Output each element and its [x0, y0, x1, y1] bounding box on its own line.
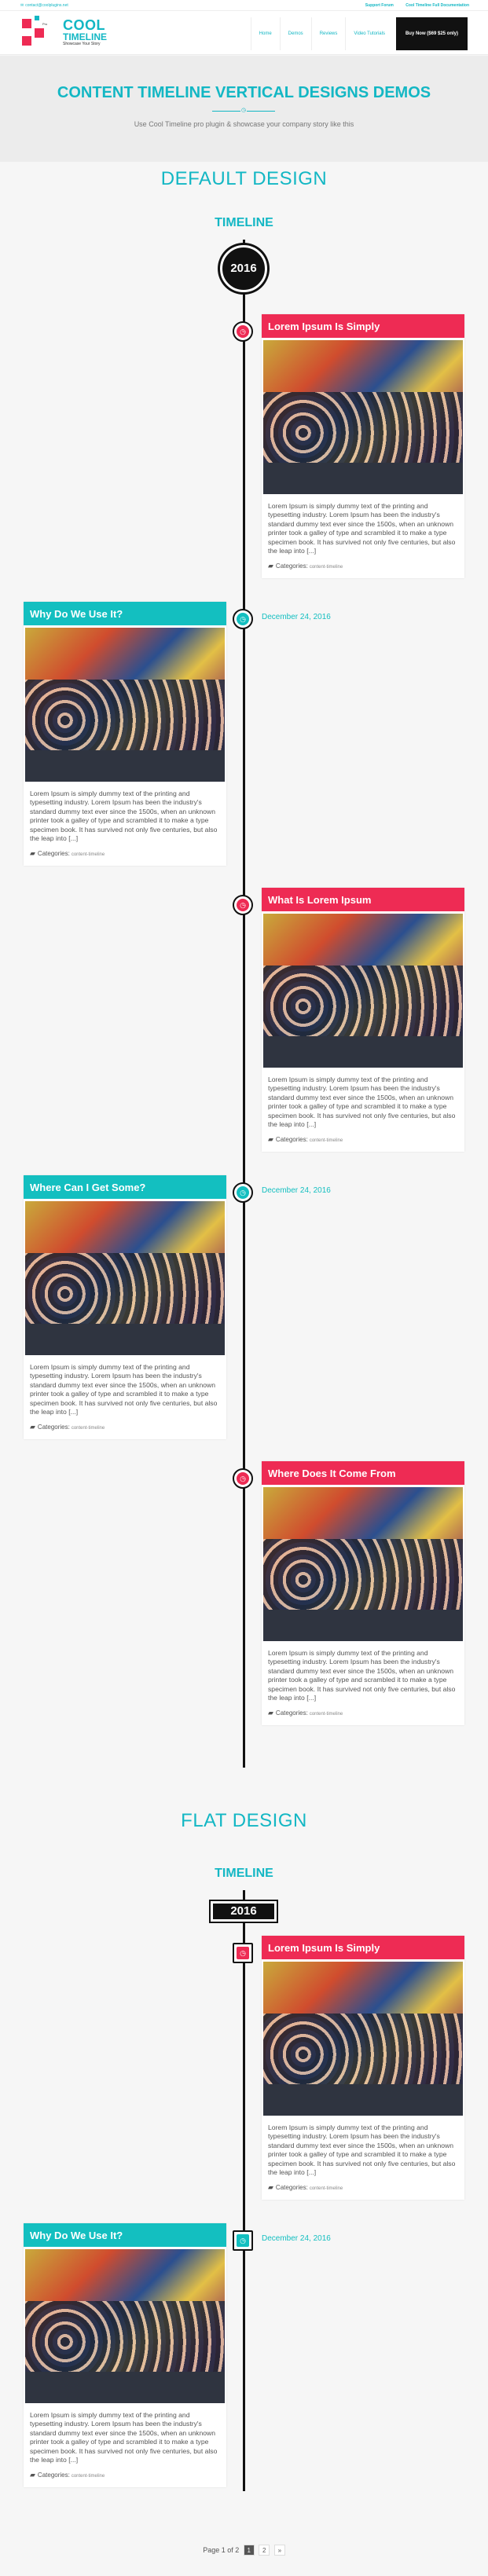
story-image[interactable] [25, 1201, 225, 1355]
story-card [262, 314, 464, 578]
nav-video-tutorials[interactable]: Video Tutorials [345, 17, 393, 50]
page-subtitle: Use Cool Timeline pro plugin & showcase your company story like this [134, 120, 354, 128]
story-title[interactable]: What Is Lorem Ipsum [262, 888, 464, 911]
story-image[interactable] [263, 914, 463, 1068]
hero-banner [0, 56, 488, 162]
story-image[interactable] [25, 628, 225, 782]
folder-icon: ▰ [268, 562, 273, 570]
story-card [262, 1936, 464, 2200]
story-title[interactable]: Lorem Ipsum Is Simply [262, 1936, 464, 1959]
site-header [0, 11, 488, 55]
timeline-line [243, 240, 245, 1768]
pagination [0, 2545, 488, 2556]
flat-design-title: FLAT DESIGN [181, 1810, 307, 1831]
story-title[interactable]: Where Does It Come From [262, 1461, 464, 1485]
story-date: December 24, 2016 [262, 1186, 331, 1195]
logo-label: Pro [42, 22, 48, 26]
story-excerpt: Lorem Ipsum is simply dummy text of the printing and typesetting industry. Lorem Ipsum has been the industry's standard dummy text ever since the 1500s, when an unknown printer took a galley of type and scrambled it to make a type specimen book. It has survived not only five centuries, but also the leap into [...] [30, 2411, 218, 2464]
category-link[interactable]: content-timeline [309, 2186, 343, 2192]
buy-now-button[interactable]: Buy Now ($69 $25 only) [396, 17, 468, 50]
clock-icon: ◷ [233, 321, 253, 342]
documentation-link[interactable]: Cool Timeline Full Documentation [405, 3, 469, 8]
story-image[interactable] [263, 1962, 463, 2116]
folder-icon: ▰ [30, 849, 35, 858]
page-2-button[interactable]: 2 [259, 2545, 270, 2556]
story-image[interactable] [263, 1487, 463, 1641]
default-design-title: DEFAULT DESIGN [160, 168, 328, 189]
story-title[interactable]: Where Can I Get Some? [24, 1175, 226, 1199]
clock-icon: ◷ [233, 1943, 253, 1963]
clock-icon: ◷ [233, 2230, 253, 2251]
clock-icon: ◷ [240, 108, 247, 113]
top-links [354, 3, 469, 8]
logo-product: TIMELINE [63, 31, 107, 42]
story-categories: ▰ Categories: content-timeline [30, 2471, 105, 2479]
page-title: CONTENT TIMELINE VERTICAL DESIGNS DEMOS [57, 84, 431, 101]
story-card [24, 2223, 226, 2487]
timeline-heading: TIMELINE [215, 216, 273, 229]
folder-icon: ▰ [268, 1709, 273, 1717]
story-image[interactable] [263, 340, 463, 494]
clock-icon: ◷ [233, 609, 253, 629]
logo-tagline: Showcase Your Story [63, 42, 101, 46]
folder-icon: ▰ [268, 2183, 273, 2192]
top-bar [0, 0, 488, 11]
story-categories: ▰ Categories: content-timeline [30, 849, 105, 858]
story-excerpt: Lorem Ipsum is simply dummy text of the printing and typesetting industry. Lorem Ipsum has been the industry's standard dummy text ever since the 1500s, when an unknown printer took a galley of type and scrambled it to make a type specimen book. It has survived not only five centuries, but also the leap into [...] [268, 502, 456, 555]
year-badge: 2016 [211, 1901, 277, 1922]
story-card [262, 1461, 464, 1725]
main-nav [251, 17, 468, 50]
category-link[interactable]: content-timeline [309, 565, 343, 570]
support-forum-link[interactable]: Support Forum [365, 3, 394, 8]
category-link[interactable]: content-timeline [71, 852, 105, 858]
story-categories: ▰ Categories: content-timeline [268, 562, 343, 570]
story-excerpt: Lorem Ipsum is simply dummy text of the printing and typesetting industry. Lorem Ipsum has been the industry's standard dummy text ever since the 1500s, when an unknown printer took a galley of type and scrambled it to make a type specimen book. It has survived not only five centuries, but also the leap into [...] [30, 790, 218, 843]
nav-home[interactable]: Home [251, 17, 280, 50]
category-link[interactable]: content-timeline [71, 1426, 105, 1431]
story-title[interactable]: Why Do We Use It? [24, 2223, 226, 2247]
story-card [262, 888, 464, 1152]
story-title[interactable]: Why Do We Use It? [24, 602, 226, 625]
nav-reviews[interactable]: Reviews [311, 17, 346, 50]
story-title[interactable]: Lorem Ipsum Is Simply [262, 314, 464, 338]
story-categories: ▰ Categories: content-timeline [30, 1423, 105, 1431]
logo-brand: COOL [63, 17, 105, 33]
story-date: December 24, 2016 [262, 613, 331, 621]
nav-demos[interactable]: Demos [280, 17, 311, 50]
year-badge: 2016 [220, 245, 267, 292]
story-excerpt: Lorem Ipsum is simply dummy text of the printing and typesetting industry. Lorem Ipsum has been the industry's standard dummy text ever since the 1500s, when an unknown printer took a galley of type and scrambled it to make a type specimen book. It has survived not only five centuries, but also the leap into [...] [268, 2123, 456, 2177]
story-categories: ▰ Categories: content-timeline [268, 2183, 343, 2192]
folder-icon: ▰ [30, 1423, 35, 1431]
category-link[interactable]: content-timeline [71, 2474, 105, 2479]
next-page-button[interactable]: » [274, 2545, 285, 2556]
story-card [24, 1175, 226, 1439]
page-1-button[interactable]: 1 [244, 2545, 255, 2556]
story-excerpt: Lorem Ipsum is simply dummy text of the printing and typesetting industry. Lorem Ipsum has been the industry's standard dummy text ever since the 1500s, when an unknown printer took a galley of type and scrambled it to make a type specimen book. It has survived not only five centuries, but also the leap into [...] [268, 1649, 456, 1702]
category-link[interactable]: content-timeline [309, 1712, 343, 1717]
pagination-label: Page 1 of 2 [203, 2546, 240, 2554]
story-excerpt: Lorem Ipsum is simply dummy text of the printing and typesetting industry. Lorem Ipsum has been the industry's standard dummy text ever since the 1500s, when an unknown printer took a galley of type and scrambled it to make a type specimen book. It has survived not only five centuries, but also the leap into [...] [268, 1075, 456, 1129]
story-image[interactable] [25, 2249, 225, 2403]
timeline-line [243, 1890, 245, 2491]
story-categories: ▰ Categories: content-timeline [268, 1709, 343, 1717]
clock-icon: ◷ [233, 1468, 253, 1489]
title-separator [212, 108, 275, 114]
timeline-heading: TIMELINE [215, 1867, 273, 1880]
story-date: December 24, 2016 [262, 2234, 331, 2243]
story-card [24, 602, 226, 866]
clock-icon: ◷ [233, 895, 253, 915]
folder-icon: ▰ [268, 1135, 273, 1144]
contact-email-link[interactable]: ✉ contact@coolplugins.net [20, 3, 68, 8]
story-excerpt: Lorem Ipsum is simply dummy text of the printing and typesetting industry. Lorem Ipsum has been the industry's standard dummy text ever since the 1500s, when an unknown printer took a galley of type and scrambled it to make a type specimen book. It has survived not only five centuries, but also the leap into [...] [30, 1363, 218, 1416]
folder-icon: ▰ [30, 2471, 35, 2479]
clock-icon: ◷ [233, 1182, 253, 1203]
site-logo[interactable] [20, 16, 115, 50]
story-categories: ▰ Categories: content-timeline [268, 1135, 343, 1144]
category-link[interactable]: content-timeline [309, 1138, 343, 1144]
